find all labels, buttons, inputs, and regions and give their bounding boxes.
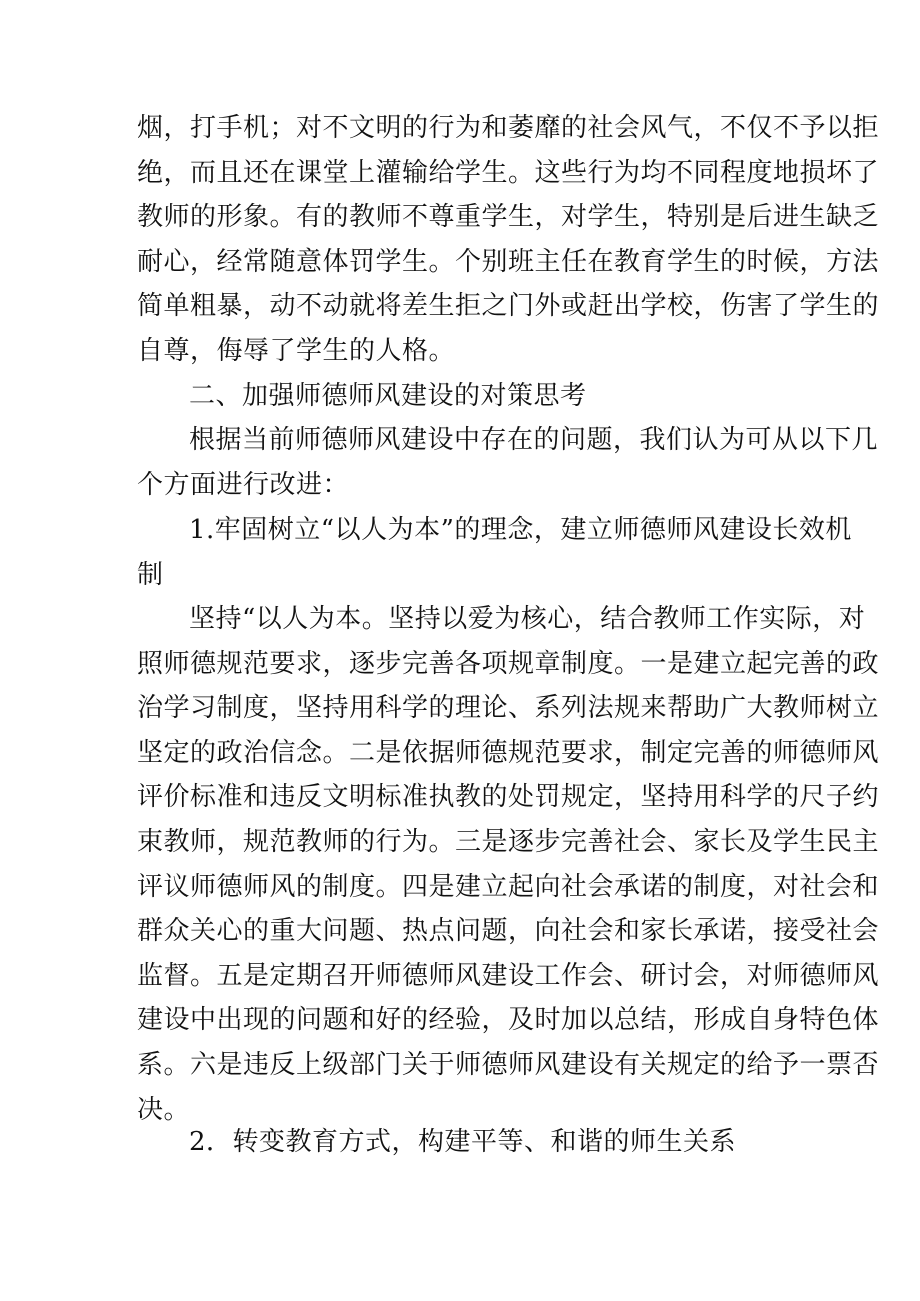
paragraph-measures	[137, 597, 880, 1132]
text-line: 束教师，规范教师的行为。三是逐步完善社会、家长及学生民主	[137, 826, 880, 857]
text-line: 根据当前师德师风建设中存在的问题，我们认为可从以下几	[189, 425, 879, 455]
paragraph-improvement-intro	[137, 418, 879, 507]
section-heading-countermeasures	[137, 374, 791, 419]
paragraph-teacher-misconduct	[137, 106, 880, 374]
text-line: 监督。五是定期召开师德师风建设工作会、研讨会，对师德师风	[137, 960, 880, 991]
text-line: 治学习制度，坚持用科学的理论、系列法规来帮助广大教师树立	[137, 693, 880, 724]
text-line: 评价标准和违反文明标准执教的处罚规定，坚持用科学的尺子约	[137, 782, 880, 813]
text-line: 决。	[137, 1094, 191, 1125]
subheading-line: 1.牢固树立“以人为本”的理念，建立师德师风建设长效机	[189, 515, 852, 545]
subheading-line: 制	[137, 559, 164, 590]
text-line: 坚定的政治信念。二是依据师德规范要求，制定完善的师德师风	[137, 737, 880, 768]
text-line: 评议师德师风的制度。四是建立起向社会承诺的制度，对社会和	[137, 871, 880, 902]
text-line: 自尊，侮辱了学生的人格。	[137, 335, 456, 366]
text-line: 系。六是违反上级部门关于师德师风建设有关规定的给予一票否	[137, 1049, 880, 1080]
subheading-teaching-methods	[137, 1120, 791, 1165]
text-line: 绝，而且还在课堂上灌输给学生。这些行为均不同程度地损坏了	[137, 157, 880, 188]
text-line: 烟，打手机；对不文明的行为和萎靡的社会风气，不仅不予以拒	[137, 113, 880, 143]
text-line: 坚持“以人为本。坚持以爱为核心，结合教师工作实际，对	[189, 604, 866, 634]
subheading-people-oriented	[137, 508, 852, 597]
subheading-line: 2．转变教育方式，构建平等、和谐的师生关系	[189, 1127, 737, 1157]
text-line: 耐心，经常随意体罚学生。个别班主任在教育学生的时候，方法	[137, 246, 880, 277]
text-line: 简单粗暴，动不动就将差生拒之门外或赶出学校，伤害了学生的	[137, 291, 880, 322]
section-heading: 二、加强师德师风建设的对策思考	[189, 381, 587, 411]
text-line: 教师的形象。有的教师不尊重学生，对学生，特别是后进生缺乏	[137, 202, 880, 233]
text-line: 照师德规范要求，逐步完善各项规章制度。一是建立起完善的政	[137, 648, 880, 679]
text-line: 群众关心的重大问题、热点问题，向社会和家长承诺，接受社会	[137, 916, 880, 947]
text-line: 建设中出现的问题和好的经验，及时加以总结，形成自身特色体	[137, 1005, 880, 1036]
text-line: 个方面进行改进：	[137, 469, 350, 500]
